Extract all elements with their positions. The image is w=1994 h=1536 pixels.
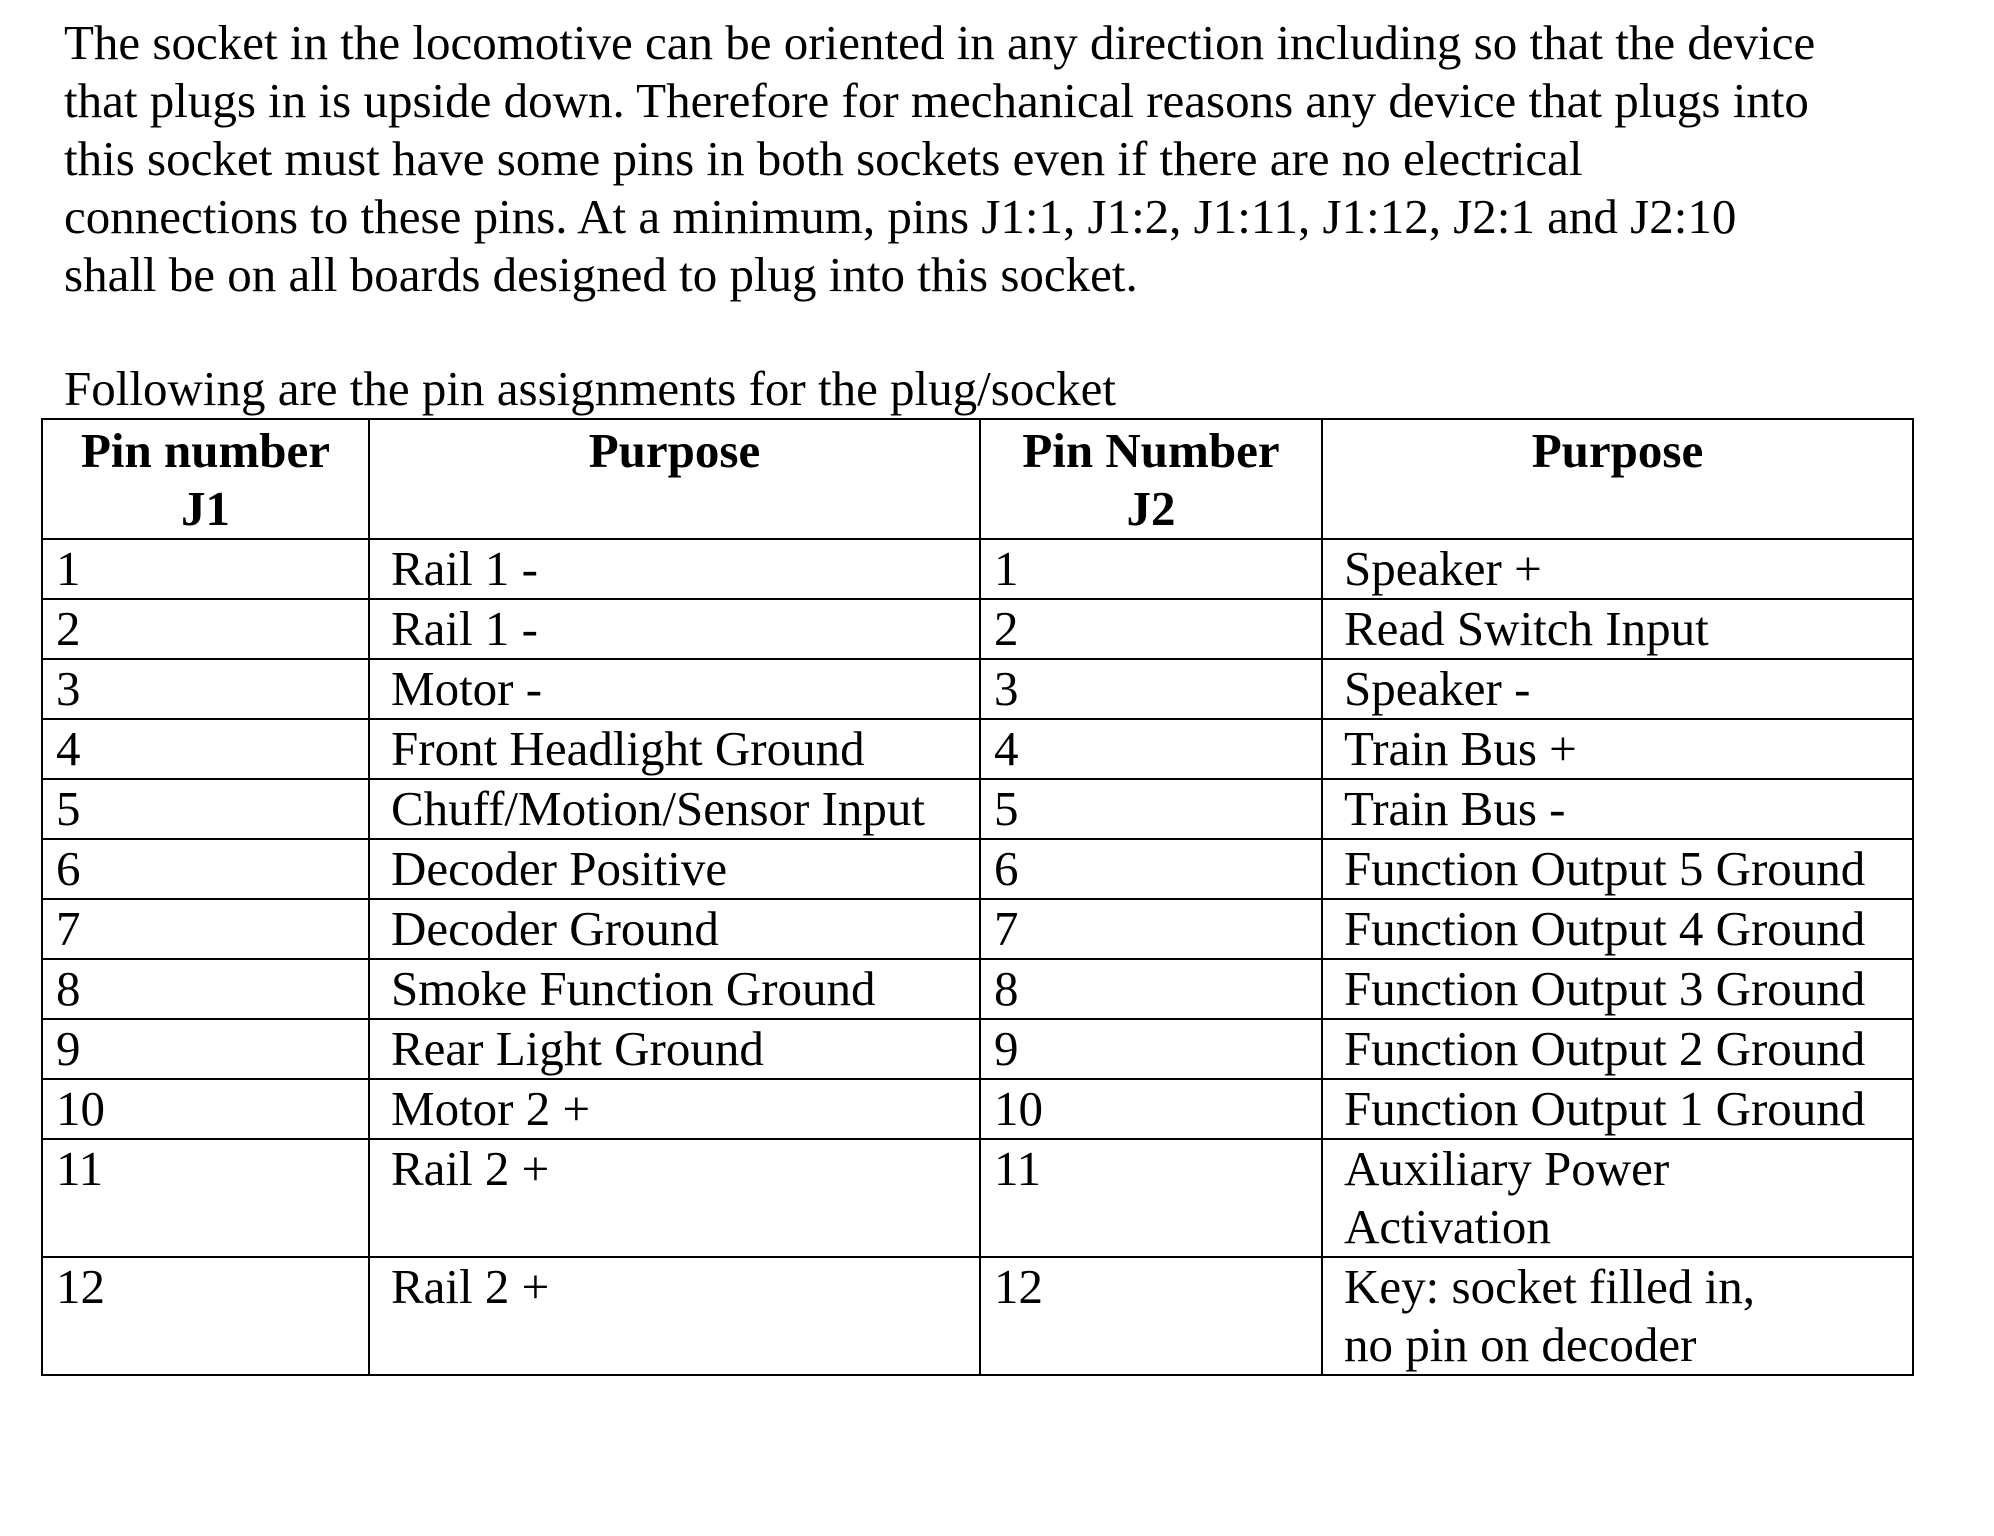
cell-purpose-j1: Front Headlight Ground	[369, 719, 980, 779]
table-row	[42, 839, 1913, 899]
cell-pin-j2: 3	[980, 659, 1322, 719]
cell-pin-j2: 4	[980, 719, 1322, 779]
cell-purpose-j2: Speaker -	[1322, 659, 1913, 719]
pin-assignment-table	[41, 418, 1914, 1376]
table-row	[42, 1079, 1913, 1139]
cell-pin-j2: 11	[980, 1139, 1322, 1257]
table-row	[42, 659, 1913, 719]
cell-pin-j2: 5	[980, 779, 1322, 839]
cell-pin-j2: 7	[980, 899, 1322, 959]
header-purpose-j1: Purpose	[369, 419, 980, 539]
cell-purpose-j2: Function Output 4 Ground	[1322, 899, 1913, 959]
table-row	[42, 959, 1913, 1019]
cell-purpose-j1: Rail 2 +	[369, 1139, 980, 1257]
table-row	[42, 599, 1913, 659]
table-row	[42, 539, 1913, 599]
cell-purpose-j1: Rail 2 +	[369, 1257, 980, 1375]
cell-purpose-j2: Function Output 3 Ground	[1322, 959, 1913, 1019]
cell-pin-j1: 11	[42, 1139, 369, 1257]
cell-purpose-j1: Smoke Function Ground	[369, 959, 980, 1019]
cell-purpose-j2: Read Switch Input	[1322, 599, 1913, 659]
header-row	[42, 419, 1913, 539]
table-row	[42, 1257, 1913, 1375]
cell-pin-j1: 7	[42, 899, 369, 959]
cell-purpose-j1: Motor 2 +	[369, 1079, 980, 1139]
cell-pin-j1: 6	[42, 839, 369, 899]
cell-purpose-j2: Train Bus +	[1322, 719, 1913, 779]
cell-purpose-j2: Key: socket filled in, no pin on decoder	[1322, 1257, 1913, 1375]
cell-purpose-j1: Chuff/Motion/Sensor Input	[369, 779, 980, 839]
header-pin-j1: Pin number J1	[42, 419, 369, 539]
table-row	[42, 1139, 1913, 1257]
cell-pin-j1: 3	[42, 659, 369, 719]
cell-pin-j2: 12	[980, 1257, 1322, 1375]
cell-pin-j2: 8	[980, 959, 1322, 1019]
cell-purpose-j1: Decoder Ground	[369, 899, 980, 959]
cell-pin-j1: 10	[42, 1079, 369, 1139]
cell-pin-j1: 9	[42, 1019, 369, 1079]
cell-pin-j1: 2	[42, 599, 369, 659]
intro-paragraph: The socket in the locomotive can be oriented in any direction including so that the device that plugs in is upside down. Therefore for mechanical reasons any device that plugs into this socket must have some pins in both sockets even if there are no electrical connections to these pins. At a minimum, pins J1:1, J1:2, J1:11, J1:12, J2:1 and J2:10 shall be on all boards designed to plug into this socket.	[64, 15, 1816, 302]
cell-pin-j1: 5	[42, 779, 369, 839]
cell-pin-j2: 10	[980, 1079, 1322, 1139]
cell-purpose-j2: Train Bus -	[1322, 779, 1913, 839]
cell-pin-j2: 2	[980, 599, 1322, 659]
cell-purpose-j1: Motor -	[369, 659, 980, 719]
table-row	[42, 899, 1913, 959]
table-body	[42, 539, 1913, 1375]
cell-pin-j1: 4	[42, 719, 369, 779]
cell-purpose-j1: Rear Light Ground	[369, 1019, 980, 1079]
table-row	[42, 779, 1913, 839]
cell-pin-j1: 8	[42, 959, 369, 1019]
table-caption: Following are the pin assignments for the plug/socket	[64, 361, 1116, 416]
cell-purpose-j1: Decoder Positive	[369, 839, 980, 899]
cell-pin-j1: 1	[42, 539, 369, 599]
table-row	[42, 1019, 1913, 1079]
header-pin-j2: Pin Number J2	[980, 419, 1322, 539]
cell-purpose-j2: Function Output 5 Ground	[1322, 839, 1913, 899]
cell-purpose-j2: Function Output 1 Ground	[1322, 1079, 1913, 1139]
cell-purpose-j2: Function Output 2 Ground	[1322, 1019, 1913, 1079]
table-header	[42, 419, 1913, 539]
cell-purpose-j2: Speaker +	[1322, 539, 1913, 599]
cell-pin-j2: 9	[980, 1019, 1322, 1079]
cell-pin-j1: 12	[42, 1257, 369, 1375]
table-row	[42, 719, 1913, 779]
cell-purpose-j1: Rail 1 -	[369, 539, 980, 599]
cell-pin-j2: 1	[980, 539, 1322, 599]
cell-purpose-j1: Rail 1 -	[369, 599, 980, 659]
header-purpose-j2: Purpose	[1322, 419, 1913, 539]
cell-pin-j2: 6	[980, 839, 1322, 899]
cell-purpose-j2: Auxiliary Power Activation	[1322, 1139, 1913, 1257]
